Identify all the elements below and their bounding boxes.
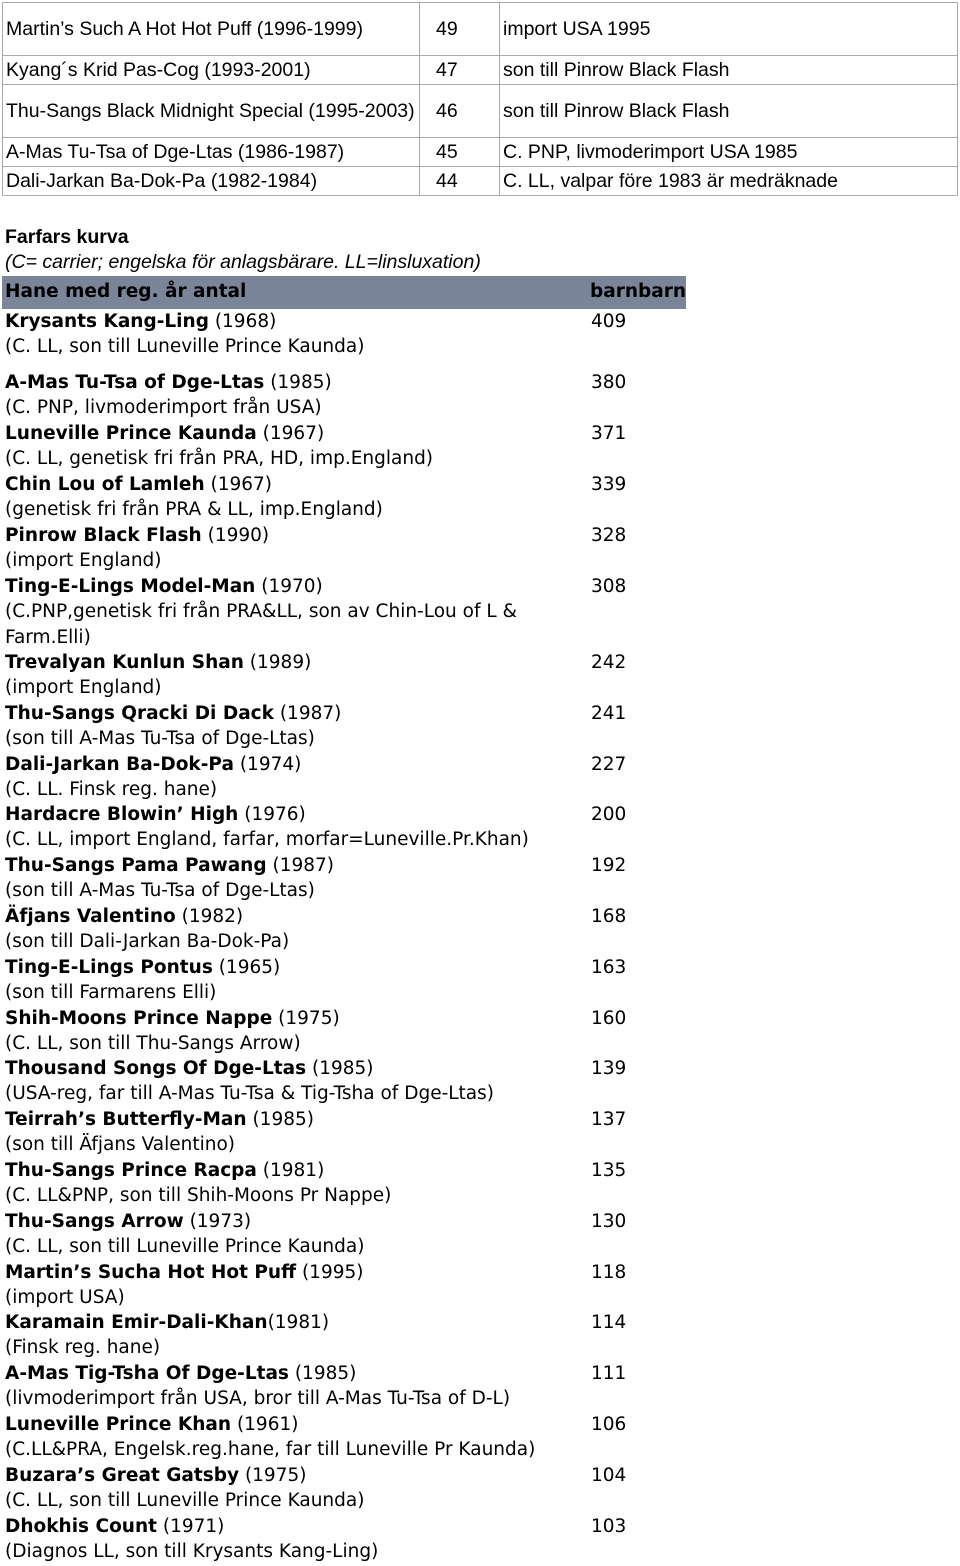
grandchildren-count: 168 — [591, 906, 627, 927]
header-right-label: barnbarn — [590, 281, 687, 302]
grandchildren-count: 200 — [591, 804, 627, 825]
sire-year: (1970) — [255, 576, 323, 597]
count-cell: 47 — [420, 56, 500, 85]
sire-year: (1982) — [175, 906, 244, 927]
section-title: Farfars kurva — [5, 226, 129, 248]
sire-note: (C. LL, genetisk fri från PRA, HD, imp.England) — [5, 448, 434, 470]
sire-year: (1985) — [288, 1363, 357, 1384]
sire-note: (import England) — [5, 550, 162, 572]
grandchildren-count: 308 — [591, 576, 627, 597]
list-item — [5, 1310, 955, 1361]
sire-year: (1985) — [306, 1058, 374, 1079]
section-note: (C= carrier; engelska för anlagsbärare. LL=linsluxation) — [5, 251, 481, 273]
sire-name: Martin’s Sucha Hot Hot Puff — [5, 1262, 297, 1283]
sire-name: Shih-Moons Prince Nappe — [5, 1008, 273, 1029]
list-item — [5, 752, 955, 803]
sire-name: A-Mas Tig-Tsha Of Dge-Ltas — [5, 1363, 289, 1384]
grandchildren-count: 106 — [591, 1414, 627, 1435]
sire-name-cell: Kyang´s Krid Pas-Cog (1993-2001) — [3, 56, 420, 85]
count-cell: 46 — [420, 85, 500, 138]
sire-year: (1981) — [267, 1312, 330, 1333]
count-cell: 45 — [420, 138, 500, 167]
count-cell: 49 — [420, 3, 500, 56]
sire-name: Luneville Prince Khan — [5, 1414, 232, 1435]
list-item — [5, 523, 955, 574]
sire-name: Karamain Emir-Dali-Khan — [5, 1312, 268, 1333]
sire-note: (C. LL, son till Luneville Prince Kaunda) — [5, 1236, 365, 1258]
sire-name: Äfjans Valentino — [5, 906, 176, 927]
sire-name: Thousand Songs Of Dge-Ltas — [5, 1058, 307, 1079]
table-row — [3, 3, 958, 56]
sire-year: (1975) — [272, 1008, 340, 1029]
list-item — [5, 650, 955, 701]
sire-note: (C. LL, son till Luneville Prince Kaunda) — [5, 1490, 365, 1512]
sire-note: (C. LL, son till Thu-Sangs Arrow) — [5, 1033, 301, 1055]
sire-name-cell: Dali-Jarkan Ba-Dok-Pa (1982-1984) — [3, 167, 420, 196]
list-item — [5, 701, 955, 752]
table-row — [3, 56, 958, 85]
sire-name: Thu-Sangs Pama Pawang — [5, 855, 267, 876]
sire-name: Luneville Prince Kaunda — [5, 423, 257, 444]
sire-name: Dali-Jarkan Ba-Dok-Pa — [5, 754, 234, 775]
grandchildren-count: 118 — [591, 1262, 627, 1283]
list-item — [5, 1056, 955, 1107]
sire-note: (C. PNP, livmoderimport från USA) — [5, 397, 322, 419]
grandchildren-count: 380 — [591, 372, 627, 393]
note-cell: import USA 1995 — [500, 3, 958, 56]
list-item — [5, 853, 955, 904]
sire-note: (Finsk reg. hane) — [5, 1337, 161, 1359]
sire-name: Dhokhis Count — [5, 1516, 157, 1537]
grandchildren-count: 163 — [591, 957, 627, 978]
sire-year: (1973) — [183, 1211, 252, 1232]
note-cell: C. LL, valpar före 1983 är medräknade — [500, 167, 958, 196]
list-item — [5, 904, 955, 955]
sire-note: (son till Dali-Jarkan Ba-Dok-Pa) — [5, 931, 290, 953]
note-cell: C. PNP, livmoderimport USA 1985 — [500, 138, 958, 167]
sire-name: Thu-Sangs Arrow — [5, 1211, 184, 1232]
sire-note: (livmoderimport från USA, bror till A-Mas Tu-Tsa of D-L) — [5, 1388, 511, 1410]
note-cell: son till Pinrow Black Flash — [500, 85, 958, 138]
sire-year: (1971) — [156, 1516, 225, 1537]
grandchildren-count: 192 — [591, 855, 627, 876]
grandchildren-count: 371 — [591, 423, 627, 444]
sire-year: (1985) — [264, 372, 332, 393]
grandchildren-count: 130 — [591, 1211, 627, 1232]
list-item — [5, 574, 955, 650]
grandchildren-count: 103 — [591, 1516, 627, 1537]
sire-note: (C. LL, son till Luneville Prince Kaunda) — [5, 336, 365, 358]
grandchildren-count: 227 — [591, 754, 627, 775]
sire-year: (1974) — [233, 754, 302, 775]
sire-year: (1987) — [273, 703, 342, 724]
sire-year: (1989) — [243, 652, 312, 673]
table-row — [3, 167, 958, 196]
grandchildren-count: 139 — [591, 1058, 627, 1079]
grandchildren-count: 111 — [591, 1363, 627, 1384]
sire-year: (1975) — [239, 1465, 307, 1486]
grandchildren-count: 104 — [591, 1465, 627, 1486]
grandchildren-count: 328 — [591, 525, 627, 546]
sire-year: (1985) — [246, 1109, 314, 1130]
header-left-label: Hane med reg. år antal — [5, 281, 247, 302]
list-item — [5, 802, 955, 853]
sire-name-cell: Martin’s Such A Hot Hot Puff (1996-1999) — [3, 3, 420, 56]
sire-name: Chin Lou of Lamleh — [5, 474, 205, 495]
list-item — [5, 472, 955, 523]
list-item — [5, 1361, 955, 1412]
grandchildren-count: 242 — [591, 652, 627, 673]
sire-year: (1967) — [204, 474, 273, 495]
list-item — [5, 1107, 955, 1158]
sire-year: (1976) — [238, 804, 306, 825]
list-header-bar — [2, 276, 686, 309]
table-row — [3, 85, 958, 138]
list-item — [5, 1209, 955, 1260]
list-item — [5, 1260, 955, 1311]
sire-name: Ting-E-Lings Model-Man — [5, 576, 256, 597]
sire-name: Thu-Sangs Prince Racpa — [5, 1160, 257, 1181]
sire-name: Thu-Sangs Qracki Di Dack — [5, 703, 274, 724]
sire-name-cell: Thu-Sangs Black Midnight Special (1995-2003) — [3, 85, 420, 138]
sire-year: (1995) — [296, 1262, 364, 1283]
sire-name: Pinrow Black Flash — [5, 525, 202, 546]
sire-year: (1968) — [208, 311, 277, 332]
grandchildren-count: 241 — [591, 703, 627, 724]
sire-year: (1965) — [212, 957, 281, 978]
sire-note: (C. LL&PNP, son till Shih-Moons Pr Nappe) — [5, 1185, 392, 1207]
sire-note: (son till A-Mas Tu-Tsa of Dge-Ltas) — [5, 728, 315, 750]
list-item — [5, 955, 955, 1006]
count-cell: 44 — [420, 167, 500, 196]
sire-note: (USA-reg, far till A-Mas Tu-Tsa & Tig-Tsha of Dge-Ltas) — [5, 1083, 495, 1105]
sire-note: (son till A-Mas Tu-Tsa of Dge-Ltas) — [5, 880, 315, 902]
grandchildren-count: 339 — [591, 474, 627, 495]
sire-name: Ting-E-Lings Pontus — [5, 957, 213, 978]
list-item — [5, 370, 955, 421]
grandchildren-count: 409 — [591, 311, 627, 332]
sire-year: (1961) — [231, 1414, 299, 1435]
grandchildren-count: 135 — [591, 1160, 627, 1181]
sire-year: (1987) — [266, 855, 334, 876]
sire-note: (import England) — [5, 677, 162, 699]
list-item — [5, 1514, 955, 1565]
sire-name: Trevalyan Kunlun Shan — [5, 652, 244, 673]
list-item — [5, 309, 955, 360]
sire-note: (C.PNP,genetisk fri från PRA&LL, son av Chin-Lou of L & Farm.Elli) — [5, 601, 517, 648]
grandchildren-count: 114 — [591, 1312, 627, 1333]
top-sire-table — [2, 2, 958, 196]
sire-name: Hardacre Blowin’ High — [5, 804, 239, 825]
sire-note: (Diagnos LL, son till Krysants Kang-Ling) — [5, 1541, 379, 1563]
list-item — [5, 1463, 955, 1514]
sire-note: (C. LL. Finsk reg. hane) — [5, 779, 218, 801]
sire-name: Teirrah’s Butterfly-Man — [5, 1109, 247, 1130]
sire-year: (1967) — [256, 423, 325, 444]
sire-note: (import USA) — [5, 1287, 125, 1309]
grandchildren-count: 160 — [591, 1008, 627, 1029]
list-item — [5, 421, 955, 472]
sire-note: (son till Farmarens Elli) — [5, 982, 217, 1004]
sire-year: (1981) — [256, 1160, 325, 1181]
sire-name-cell: A-Mas Tu-Tsa of Dge-Ltas (1986-1987) — [3, 138, 420, 167]
note-cell: son till Pinrow Black Flash — [500, 56, 958, 85]
sire-name: A-Mas Tu-Tsa of Dge-Ltas — [5, 372, 265, 393]
list-item — [5, 1158, 955, 1209]
sire-name: Krysants Kang-Ling — [5, 311, 209, 332]
sire-year: (1990) — [201, 525, 270, 546]
sire-note: (C. LL, import England, farfar, morfar=Luneville.Pr.Khan) — [5, 829, 529, 851]
sire-note: (C.LL&PRA, Engelsk.reg.hane, far till Luneville Pr Kaunda) — [5, 1439, 536, 1461]
table-row — [3, 138, 958, 167]
sire-name: Buzara’s Great Gatsby — [5, 1465, 240, 1486]
sire-note: (genetisk fri från PRA & LL, imp.England) — [5, 499, 383, 521]
grandchildren-count: 137 — [591, 1109, 627, 1130]
list-item — [5, 1006, 955, 1057]
sire-note: (son till Äfjans Valentino) — [5, 1134, 236, 1156]
list-item — [5, 1412, 955, 1463]
